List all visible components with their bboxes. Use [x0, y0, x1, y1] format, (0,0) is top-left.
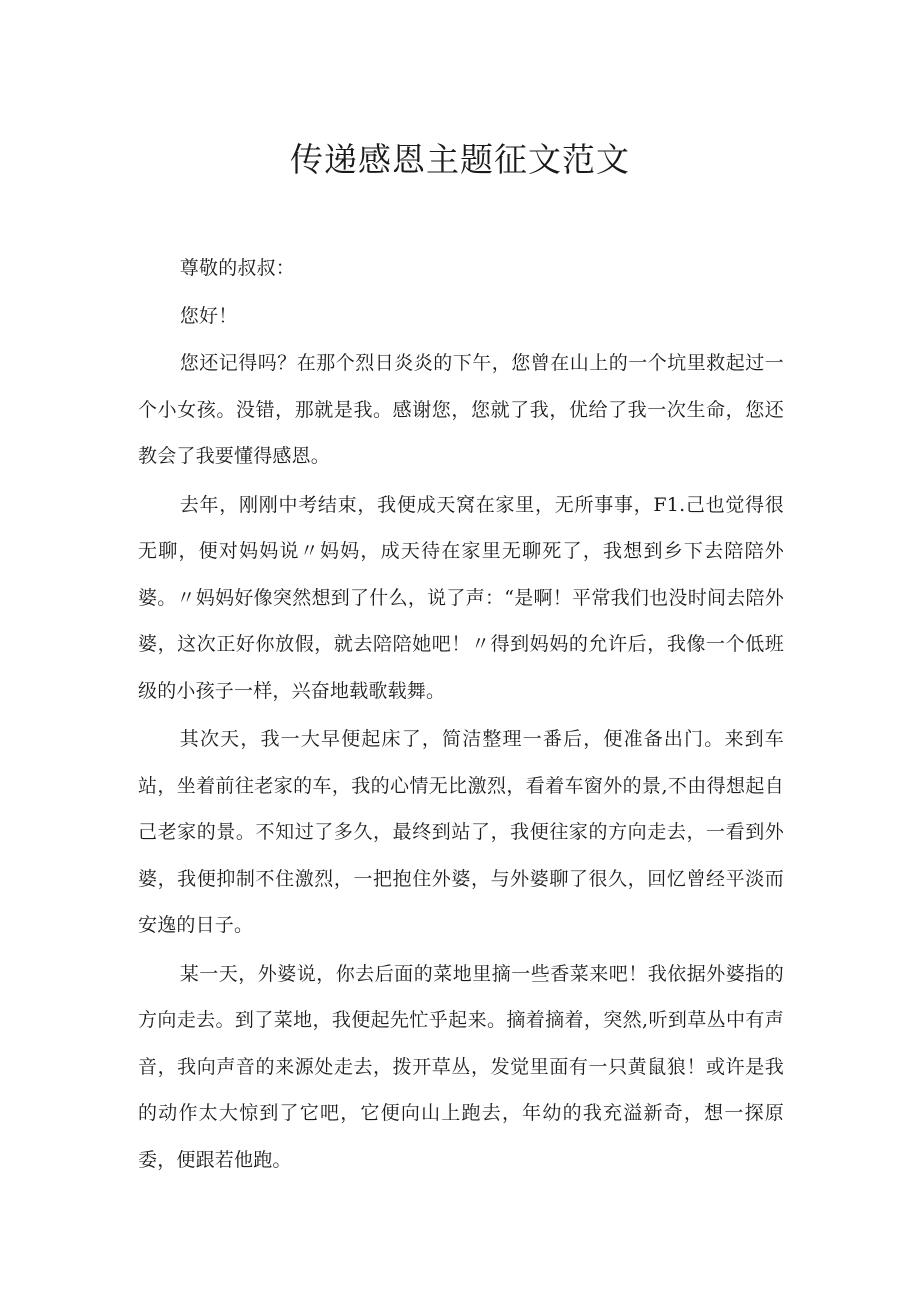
paragraph-1: 您还记得吗？在那个烈日炎炎的下午，您曾在山上的一个坑里救起过一个小女孩。没错，那就是我。感谢您，您就了我，优给了我一次生命，您还教会了我要懂得感恩。: [138, 352, 784, 467]
greeting: 您好！: [179, 304, 238, 327]
paragraph-2: 去年，刚刚中考结束，我便成天窝在家里，无所事事，F1.己也觉得很无聊，便对妈妈说〃妈妈，成天待在家里无聊死了，我想到乡下去陪陪外婆。〃妈妈好像突然想到了什么，说了声：“是啊！平常我们也没时间去陪外婆，这次正好你放假，就去陪陪她吧！〃得到妈妈的允许后，我像一个低班级的小孩子一样，兴奋地载歌载舞。: [138, 493, 784, 702]
document-body: [138, 245, 784, 1185]
salutation: 尊敬的叔叔：: [179, 257, 295, 279]
paragraph-3: 其次天，我一大早便起床了，简洁整理一番后，便准备出门。来到车站，坐着前往老家的车，我的心情无比激烈，看着车窗外的景,不由得想起自己老家的景。不知过了多久，最终到站了，我便往家的方向走去，一看到外婆，我便抑制不住激烈，一把抱住外婆，与外婆聊了很久，回忆曾经平淡而安逸的日子。: [138, 728, 784, 936]
document-title: 传递感恩主题征文范文: [290, 140, 630, 179]
paragraph-4: 某一天，外婆说，你去后面的菜地里摘一些香菜来吧！我依据外婆指的方向走去。到了菜地，我便起先忙乎起来。摘着摘着，突然,听到草丛中有声音，我向声音的来源处走去，拨开草丛，发觉里面有一只黄鼠狼！或许是我的动作太大惊到了它吧，它便向山上跑去，年幼的我充溢新奇，想一探原委，便跟若他跑。: [138, 962, 784, 1171]
